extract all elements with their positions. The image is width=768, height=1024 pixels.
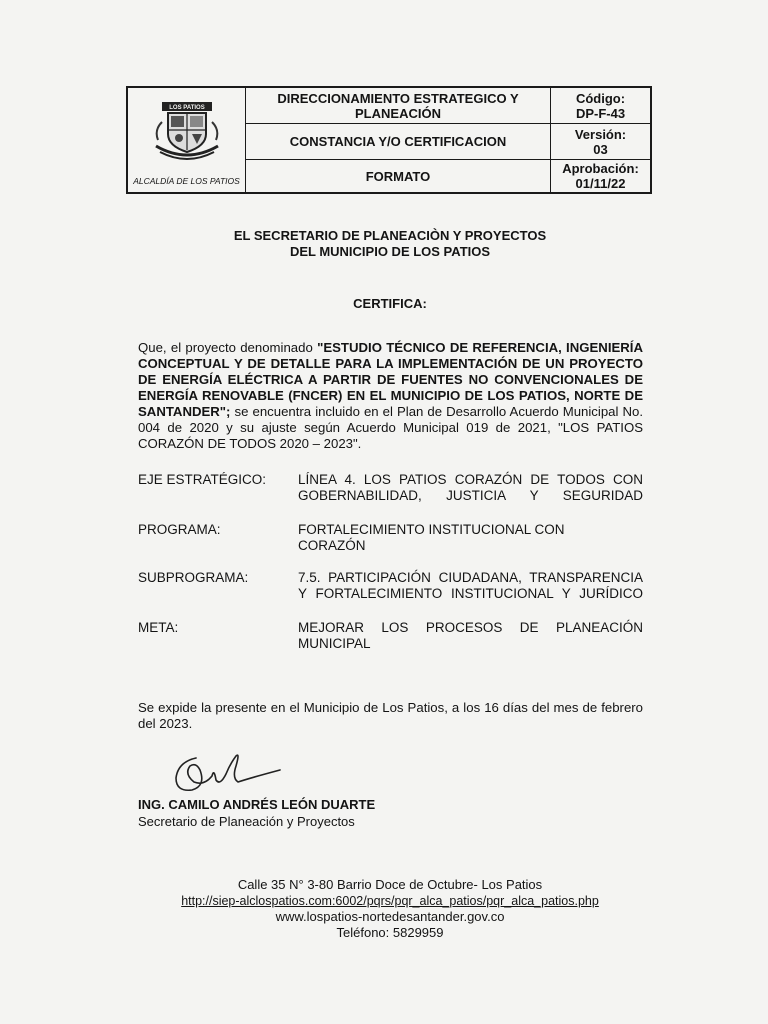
aprobacion-label: Aprobación:: [562, 161, 639, 176]
codigo-label: Código:: [575, 90, 626, 106]
codigo-value: DP-F-43: [575, 105, 626, 121]
coat-of-arms-icon: [152, 100, 222, 162]
intro-text: Que, el proyecto denominado: [138, 340, 318, 355]
logo-text: LOS PATIOS: [169, 105, 205, 111]
title-line-1: EL SECRETARIO DE PLANEACIÒN Y PROYECTOS: [233, 228, 547, 243]
field-label: SUBPROGRAMA:: [138, 570, 249, 585]
process-title: DIRECCIONAMIENTO ESTRATEGICO Y PLANEACIÓN: [246, 88, 550, 124]
field-value: MEJORAR LOS PROCESOS DE PLANEACIÓN MUNICIPAL: [298, 620, 643, 651]
signer-role: Secretario de Planeación y Proyectos: [138, 814, 355, 829]
certification-paragraph: [138, 340, 643, 452]
version-cell: [550, 124, 650, 160]
field-label: EJE ESTRATÉGICO:: [138, 472, 267, 487]
header-table: [126, 86, 652, 194]
footer-phone: Teléfono: 5829959: [336, 925, 444, 940]
field-value: 7.5. PARTICIPACIÓN CIUDADANA, TRANSPARENCIA Y FORTALECIMIENTO INSTITUCIONAL Y JURÍDICO: [298, 570, 643, 601]
format-label: FORMATO: [365, 168, 431, 184]
footer-website[interactable]: www.lospatios-nortedesantander.gov.co: [275, 909, 505, 924]
footer-link-pqr[interactable]: http://siep-alclospatios.com:6002/pqrs/pqr_alca_patios/pqr_alca_patios.php: [181, 894, 599, 908]
logo-cell: [128, 88, 246, 192]
codigo-cell: [550, 88, 650, 124]
project-name: "ESTUDIO TÉCNICO DE REFERENCIA, INGENIERÍA CONCEPTUAL Y DE DETALLE PARA LA IMPLEMENTACIÓN DE UN PROYECTO DE ENERGÍA ELÉCTRICA A PARTIR DE FUENTES NO CONVENCIONALES DE ENERGÍA RENOVABLE (FNCER) EN EL MUNICIPIO DE LOS PATIOS, NORTE DE SANTANDER";: [138, 340, 643, 419]
certifica-heading: CERTIFICA:: [353, 296, 427, 311]
field-label: META:: [138, 620, 179, 635]
document-type: CONSTANCIA Y/O CERTIFICACION: [246, 124, 550, 160]
footer-address: Calle 35 N° 3-80 Barrio Doce de Octubre- Los Patios: [237, 877, 543, 892]
aprobacion-value: 01/11/22: [575, 176, 626, 191]
field-value: LÍNEA 4. LOS PATIOS CORAZÓN DE TODOS CON GOBERNABILIDAD, JUSTICIA Y SEGURIDAD: [298, 472, 643, 503]
alcaldia-label: ALCALDÍA DE LOS PATIOS: [133, 176, 240, 186]
signer-name: ING. CAMILO ANDRÉS LEÓN DUARTE: [138, 797, 376, 812]
title-line-2: DEL MUNICIPIO DE LOS PATIOS: [289, 244, 491, 259]
field-value: FORTALECIMIENTO INSTITUCIONAL CON CORAZÓN: [298, 522, 565, 553]
closing-paragraph: Se expide la presente en el Municipio de Los Patios, a los 16 días del mes de febrero del 2023.: [138, 700, 643, 731]
version-label: Versión:: [574, 126, 627, 142]
version-value: 03: [593, 141, 608, 157]
plan-text: se encuentra incluido en el Plan de Desarrollo Acuerdo Municipal No. 004 de 2020 y su ajuste según Acuerdo Municipal 019 de 2021, "LOS PATIOS CORAZÓN DE TODOS 2020 – 2023".: [138, 404, 643, 451]
field-label: PROGRAMA:: [138, 522, 221, 537]
signature-icon: [170, 748, 290, 798]
aprobacion-cell: [550, 160, 650, 192]
